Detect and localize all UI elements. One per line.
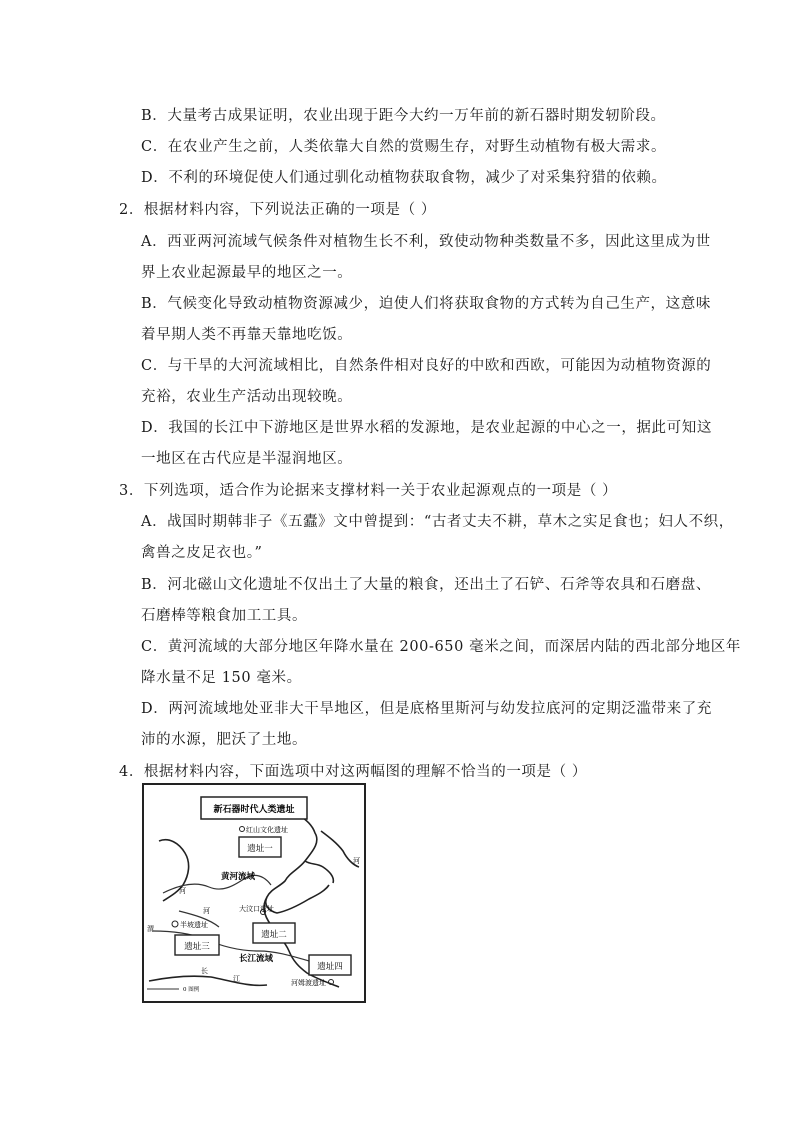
map-title: 新石器时代人类遗址 [213,805,295,815]
site-2-label: 遗址二 [261,930,287,940]
question-3-stem: 3．下列选项，适合作为论据来支撑材料一关于农业起源观点的一项是（ ） [119,483,618,499]
dawenkou-label: 大汶口遗址 [239,905,274,913]
yellow-river-label: 黄河流域 [221,872,256,882]
question-2-stem: 2．根据材料内容，下列说法正确的一项是（ ） [119,202,437,218]
q2-option-d-line1: D．我国的长江中下游地区是世界水稻的发源地，是农业起源的中心之一，据此可知这 [141,420,712,436]
river-char-he-1: 河 [203,907,210,915]
q2-option-b-line2: 着早期人类不再靠天靠地吃饭。 [141,327,353,343]
q2-option-a-line2: 界上农业起源最早的地区之一。 [141,265,353,281]
site-1-label: 遗址一 [247,844,273,854]
q3-option-b-line1: B．河北磁山文化遗址不仅出土了大量的粮食，还出土了石铲、石斧等农具和石磨盘、 [141,577,711,593]
river-char-he-2: 河 [353,857,360,865]
banpo-label: 半坡遗址 [180,921,208,929]
site-4-label: 遗址四 [317,962,343,972]
q3-option-c-line2: 降水量不足 150 毫米。 [141,670,302,686]
scale-label: 0 图例 [183,987,200,993]
q3-option-c-line1: C．黄河流域的大部分地区年降水量在 200-650 毫米之间，而深居内陆的西北部分地区年 [141,639,741,655]
river-char-jiang: 江 [233,975,240,983]
q3-option-b-line2: 石磨棒等粮食加工工具。 [141,608,308,624]
site-3-label: 遗址三 [184,942,210,952]
q2-option-b-line1: B．气候变化导致动植物资源减少，迫使人们将获取食物的方式转为自己生产，这意味 [141,296,711,312]
q2-option-c-line1: C．与干旱的大河流域相比，自然条件相对良好的中欧和西欧，可能因为动植物资源的 [141,358,712,374]
q3-option-a-line2: 禽兽之皮足衣也。” [141,545,263,561]
neolithic-sites-map [139,781,369,1005]
q2-option-d-line2: 一地区在古代应是半湿润地区。 [141,451,353,467]
q3-option-d-line2: 沛的水源，肥沃了土地。 [141,732,308,748]
q2-option-c-line2: 充裕，农业生产活动出现较晚。 [141,389,353,405]
question-4-stem: 4．根据材料内容，下面选项中对这两幅图的理解不恰当的一项是（ ） [119,764,588,780]
hongshan-label: 红山文化遗址 [246,826,288,834]
river-char-wei: 渭 [147,925,154,933]
q3-option-d-line1: D．两河流域地处亚非大干旱地区，但是底格里斯河与幼发拉底河的定期泛滥带来了充 [141,701,712,717]
yangtze-label: 长江流域 [239,954,274,964]
hemudu-label: 河姆渡遗址 [291,979,326,987]
q1-option-c: C．在农业产生之前，人类依靠大自然的赏赐生存，对野生动植物有极大需求。 [141,139,667,155]
river-char-he-3: 河 [179,887,186,895]
q3-option-a-line1: A．战国时期韩非子《五蠹》文中曾提到：“古者丈夫不耕，草木之实足食也；妇人不织， [141,514,734,530]
q2-option-a-line1: A．西亚两河流域气候条件对植物生长不利，致使动物种类数量不多，因此这里成为世 [141,234,711,250]
q1-option-b: B．大量考古成果证明，农业出现于距今大约一万年前的新石器时期发轫阶段。 [141,108,666,124]
river-char-chang: 长 [201,967,208,975]
q1-option-d: D．不利的环境促使人们通过驯化动植物获取食物，减少了对采集狩猎的依赖。 [141,170,667,186]
